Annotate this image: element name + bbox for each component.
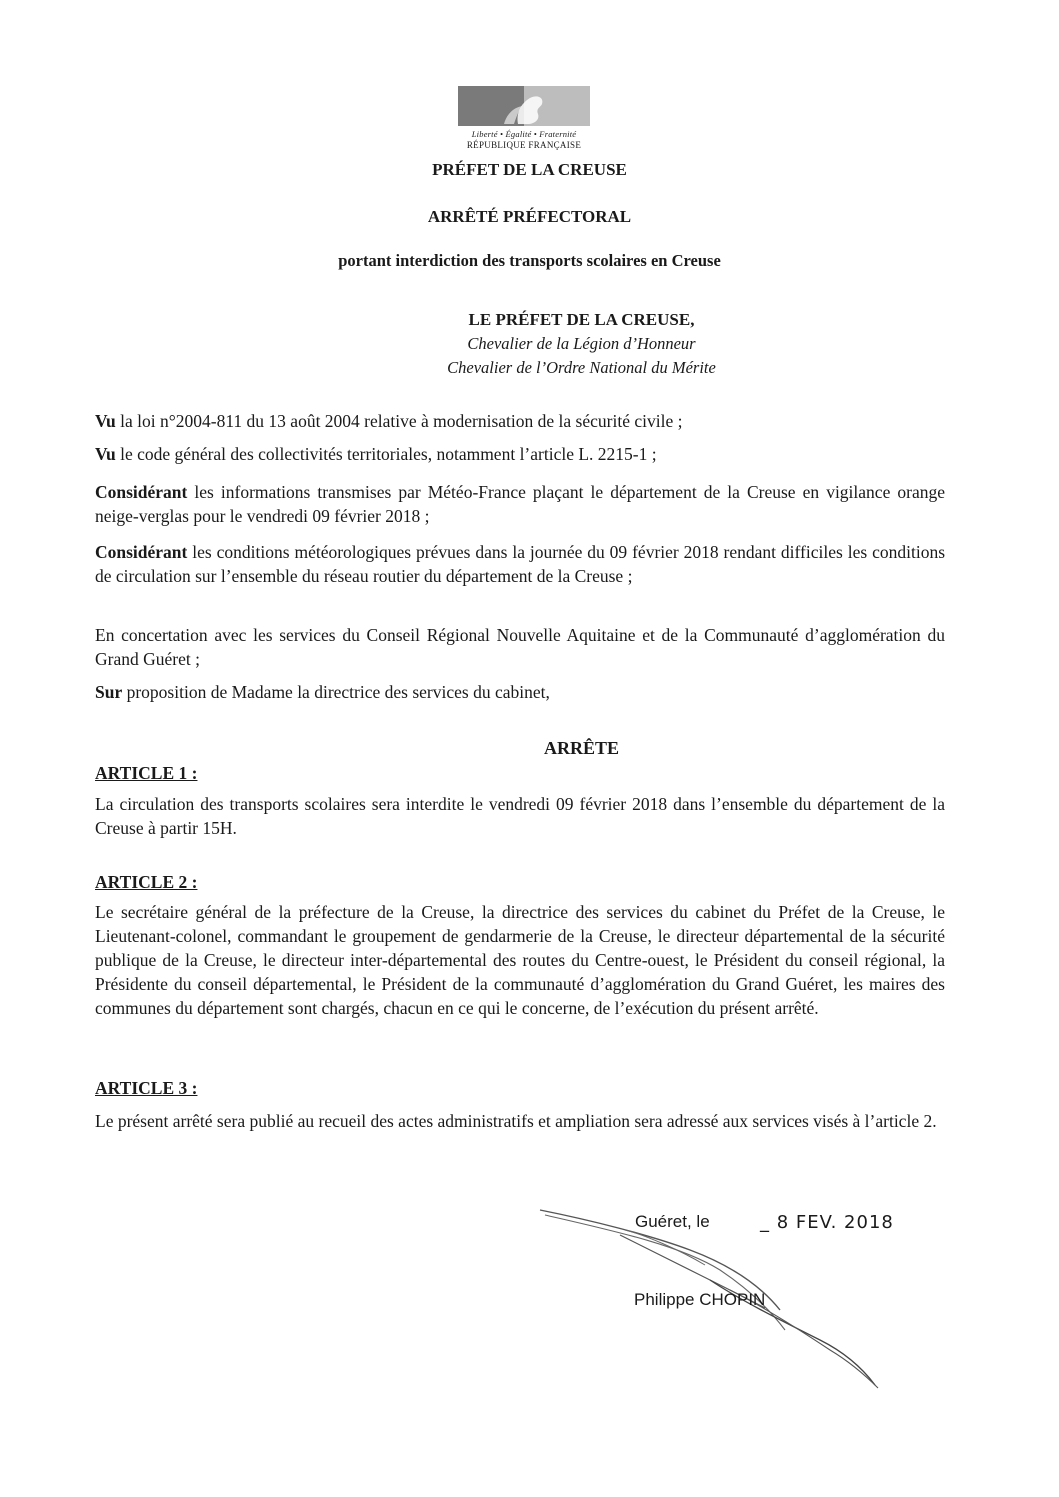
signature-date-stamp: _ 8 FEV. 2018 bbox=[760, 1212, 894, 1233]
preamble-item: Considérant les conditions météorologiques prévues dans la journée du 09 février 2018 rendant difficiles les conditions de circulation sur l’ensemble du réseau routier du département de la Creuse ; bbox=[95, 542, 945, 586]
article-2-heading: ARTICLE 2 : bbox=[95, 872, 198, 892]
signatory-name: Philippe CHOPIN bbox=[634, 1290, 766, 1309]
preamble-item: Sur proposition de Madame la directrice des services du cabinet, bbox=[95, 682, 550, 702]
document-subject: portant interdiction des transports scolaires en Creuse bbox=[338, 251, 721, 270]
marianne-emblem-icon bbox=[458, 86, 590, 126]
preamble-item: Vu la loi n°2004-811 du 13 août 2004 relative à modernisation de la sécurité civile ; bbox=[95, 411, 683, 431]
signatory-distinction-2: Chevalier de l’Ordre National du Mérite bbox=[447, 358, 716, 377]
preamble-item: En concertation avec les services du Conseil Régional Nouvelle Aquitaine et de la Communauté d’agglomération du Grand Guéret ; bbox=[95, 625, 945, 669]
prefecture-heading: PRÉFET DE LA CREUSE bbox=[432, 160, 627, 179]
signatory-distinction-1: Chevalier de la Légion d’Honneur bbox=[467, 334, 696, 353]
article-1-heading: ARTICLE 1 : bbox=[95, 763, 198, 783]
article-3-heading: ARTICLE 3 : bbox=[95, 1078, 198, 1098]
republique-francaise-logo bbox=[458, 86, 590, 150]
preamble-item: Considérant les informations transmises par Météo-France plaçant le département de la Creuse en vigilance orange neige-verglas pour le vendredi 09 février 2018 ; bbox=[95, 482, 945, 526]
logo-motto: Liberté • Égalité • Fraternité bbox=[471, 129, 577, 139]
article-3-text: Le présent arrêté sera publié au recueil des actes administratifs et ampliation sera adressé aux services visés à l’article 2. bbox=[95, 1111, 937, 1131]
signature-place: Guéret, le bbox=[635, 1212, 710, 1231]
preamble-item: Vu le code général des collectivités territoriales, notamment l’article L. 2215-1 ; bbox=[95, 444, 657, 464]
article-2-text: Le secrétaire général de la préfecture de la Creuse, la directrice des services du cabinet du Préfet de la Creuse, le Lieutenant-colonel, commandant le groupement de gendarmerie de la Creuse, le directeur départemental de la sécurité publique de la Creuse, le directeur inter-départemental des routes du Centre-ouest, le Président du conseil régional, la Présidente du conseil départemental, le Président de la communauté d’agglomération du Grand Guéret, les maires des communes du département sont chargés, chacun en ce qui le concerne, de l’exécution du présent arrêté. bbox=[95, 902, 945, 1018]
signatory-title: LE PRÉFET DE LA CREUSE, bbox=[468, 310, 695, 329]
article-1-text: La circulation des transports scolaires sera interdite le vendredi 09 février 2018 dans l’ensemble du département de la Creuse à partir 15H. bbox=[95, 794, 945, 838]
logo-name: RÉPUBLIQUE FRANÇAISE bbox=[466, 140, 582, 150]
document-title: ARRÊTÉ PRÉFECTORAL bbox=[427, 207, 632, 226]
decision-heading: ARRÊTE bbox=[543, 738, 619, 758]
